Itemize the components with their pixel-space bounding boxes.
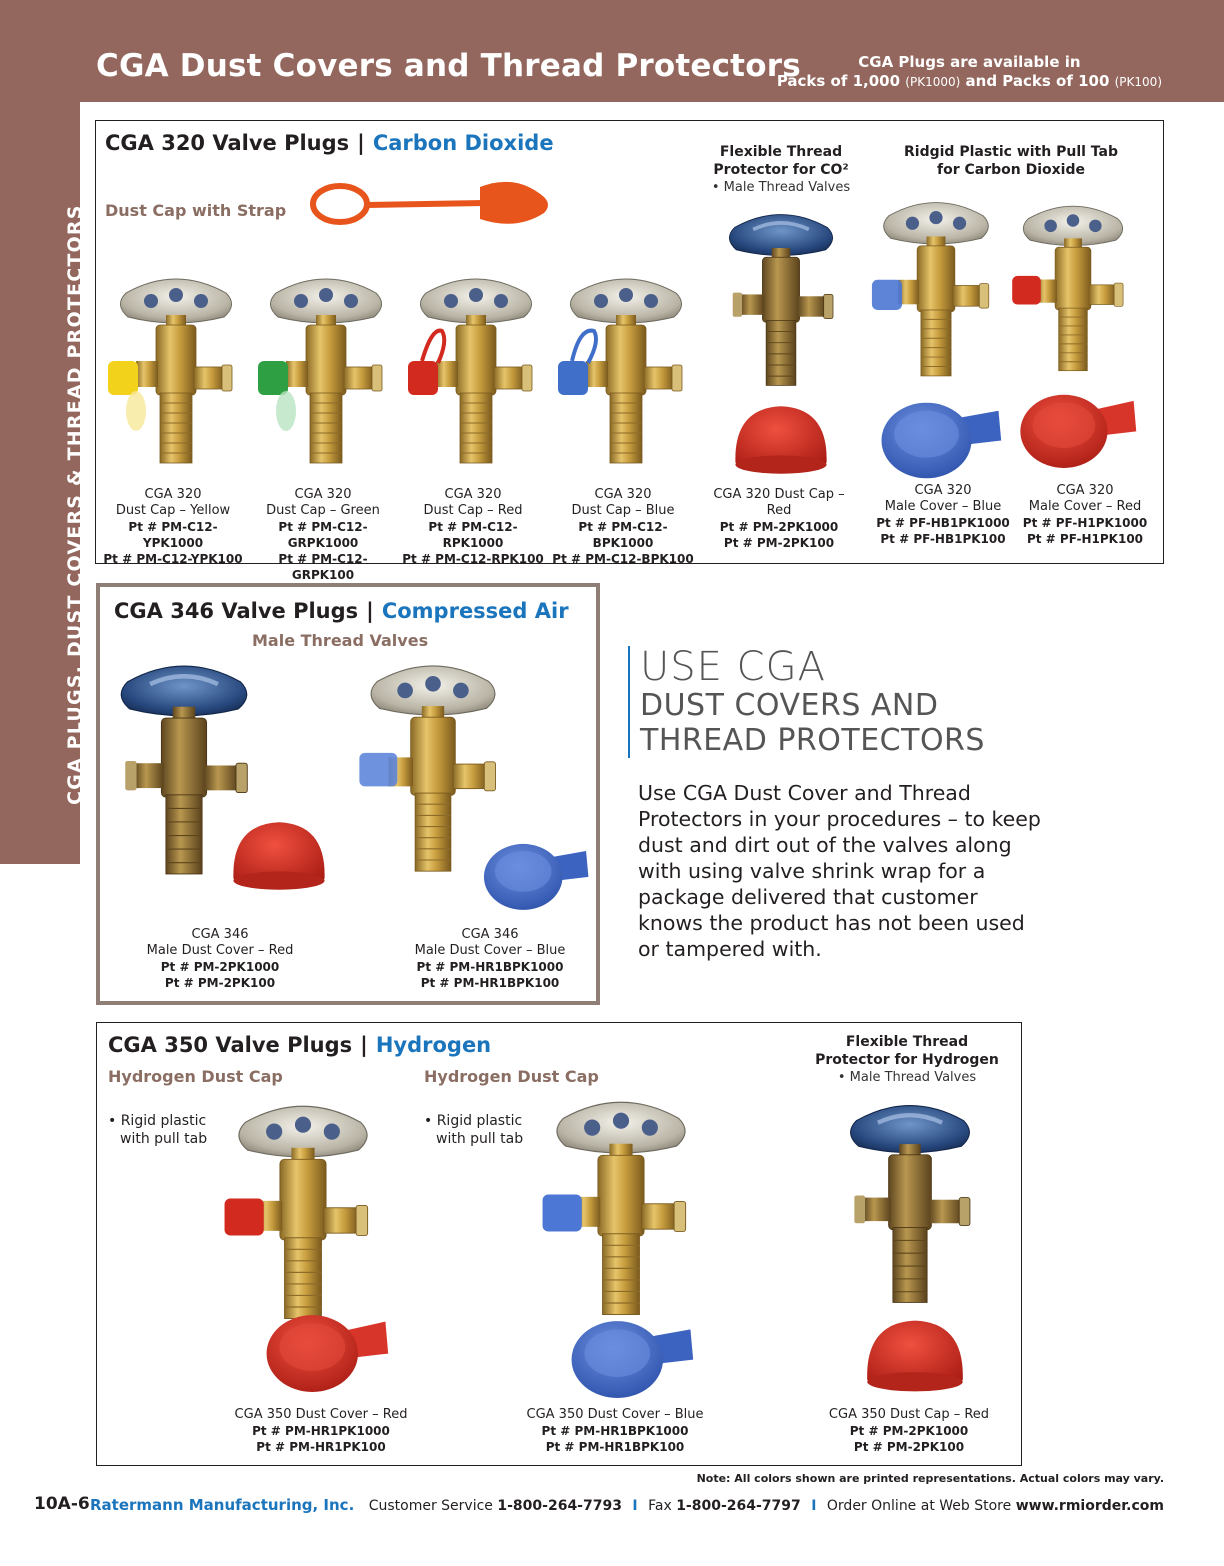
cga346-subtitle: Male Thread Valves [252,631,429,650]
cga320-sep: | [357,131,365,155]
co2-rigid-heading [886,143,1136,179]
bullet2-line2: with pull tab [436,1131,524,1147]
cga320-item-5 [706,487,852,551]
valve-green-cap-image [252,271,400,479]
item-line1: CGA 346 [461,927,519,942]
cga350-sub2: Hydrogen Dust Cap [424,1067,599,1086]
footer-sep-2: I [811,1498,817,1514]
dust-cap-strap-label: Dust Cap with Strap [105,201,287,220]
cga346-red-dome-cap-image [224,815,334,897]
cga320-item-2 [250,487,396,583]
side-tab-label: CGA PLUGS, DUST COVERS & THREAD PROTECTORS [64,204,86,805]
web-store-link[interactable]: www.rmiorder.com [1015,1498,1164,1514]
co2-flex-heading [696,143,866,197]
item-line1: CGA 350 Dust Cover – Red [234,1407,408,1422]
item-part1: Pt # PM-C12-BPK1000 [578,520,668,550]
cga350-section [96,1022,1022,1466]
item-line1: CGA 346 [191,927,249,942]
bullet1-line1: • Rigid plastic [108,1113,207,1129]
valve-yellow-cap-image [102,271,250,479]
item-line2: Red [766,503,792,518]
item-line2: Male Dust Cover – Blue [414,943,566,958]
promo-line2: DUST COVERS AND [640,688,939,723]
co2-red-tab-cover-image [1016,383,1138,471]
pack-note-pk100-code: (PK100) [1114,75,1162,89]
item-line1: CGA 320 [914,483,972,498]
item-part2: Pt # PF-HB1PK100 [880,532,1006,546]
item-part2: Pt # PM-HR1BPK100 [420,976,560,990]
customer-service-phone[interactable]: 1-800-264-7793 [497,1498,622,1514]
page-number: 10A-6 [34,1494,90,1514]
pack-note-pk1000: Packs of 1,000 [776,72,901,90]
valve-red-cap-image [402,271,550,479]
cga320-item-4 [550,487,696,567]
item-part1: Pt # PM-HR1BPK1000 [541,1424,689,1438]
item-line1: CGA 320 [144,487,202,502]
color-disclaimer: Note: All colors shown are printed representations. Actual colors may vary. [696,1472,1164,1485]
item-line2: Dust Cap – Blue [571,503,675,518]
item-part1: Pt # PM-2PK1000 [719,520,839,534]
cga320-heading [105,131,554,155]
order-online-label: Order Online at Web Store [826,1498,1012,1514]
cga350-item-3 [807,1407,1011,1455]
co2-rigid-head-2: for Carbon Dioxide [937,162,1085,178]
cga350-heading [108,1033,491,1057]
item-line1: CGA 320 [594,487,652,502]
cga320-title: CGA 320 Valve Plugs [105,131,350,155]
co2-flex-bullet: • Male Thread Valves [711,180,851,195]
cga350-item-2 [515,1407,715,1455]
cga350-blue-valve-image [533,1093,709,1333]
item-line2: Male Cover – Red [1028,499,1142,514]
cga320-gas: Carbon Dioxide [372,131,554,155]
co2-flex-head-2: Protector for CO² [713,162,849,178]
item-part1: Pt # PM-2PK1000 [160,960,280,974]
cga346-item-1 [120,927,320,991]
cga350-item-1 [221,1407,421,1455]
item-line2: Dust Cap – Green [266,503,380,518]
strap-cap-image [308,179,552,229]
item-line1: CGA 320 [1056,483,1114,498]
item-part2: Pt # PM-2PK100 [853,1440,965,1454]
cga346-blue-tab-cover-image [480,833,590,913]
h2-flex-valve-image [835,1097,985,1311]
cga320-item-7 [1012,483,1158,547]
item-part1: Pt # PM-HR1PK1000 [252,1424,390,1438]
co2-blue-tab-cover-image [876,391,1004,481]
promo-line1: USE CGA [640,644,826,690]
fax-number: 1-800-264-7797 [676,1498,801,1514]
bullet2-line1: • Rigid plastic [424,1113,523,1129]
cga346-title: CGA 346 Valve Plugs [114,599,359,623]
item-line1: CGA 320 [444,487,502,502]
cga346-section [96,583,600,1005]
cga346-heading [114,599,569,623]
item-part1: Pt # PM-HR1BPK1000 [416,960,564,974]
pack-note-line2 [777,72,1162,92]
item-part2: Pt # PM-C12-BPK100 [552,552,694,566]
item-line2: Dust Cap – Yellow [115,503,231,518]
fax-label: Fax [648,1498,672,1514]
item-line1: CGA 320 Dust Cap – [713,487,845,502]
valve-blue-cap-image [552,271,700,479]
item-part2: Pt # PM-C12-GRPK100 [278,552,368,582]
item-part2: Pt # PM-C12-RPK100 [402,552,544,566]
item-part1: Pt # PF-H1PK1000 [1022,516,1148,530]
h2-flex-heading [807,1033,1007,1087]
item-part1: Pt # PM-C12-YPK1000 [128,520,218,550]
cga346-gas: Compressed Air [381,599,569,623]
item-part2: Pt # PM-2PK100 [723,536,835,550]
footer-sep-1: I [632,1498,638,1514]
item-line1: CGA 350 Dust Cap – Red [828,1407,990,1422]
bullet1-line2: with pull tab [120,1131,208,1147]
item-line1: CGA 320 [294,487,352,502]
cga320-item-6 [870,483,1016,547]
item-part1: Pt # PM-C12-RPK1000 [428,520,518,550]
item-line2: Male Cover – Blue [884,499,1002,514]
pack-note-pk1000-code: (PK1000) [905,75,961,89]
cga346-item-2 [390,927,590,991]
item-part2: Pt # PM-HR1PK100 [256,1440,386,1454]
cga350-gas: Hydrogen [375,1033,492,1057]
cga350-bullet2 [424,1112,523,1148]
pack-note-line1: CGA Plugs are available in [858,53,1081,71]
cga350-bullet1 [108,1112,207,1148]
company-name: Ratermann Manufacturing, Inc. [90,1496,355,1514]
cga350-sub1: Hydrogen Dust Cap [108,1067,283,1086]
cga320-item-1 [100,487,246,567]
cga320-item-3 [400,487,546,567]
h2-red-dome-cap-image [857,1313,973,1399]
item-part2: Pt # PF-H1PK100 [1026,532,1144,546]
footer-contact-line [90,1496,1164,1514]
h2-flex-head-1: Flexible Thread [845,1034,969,1050]
page-header [0,0,1224,102]
page-title: CGA Dust Covers and Thread Protectors [96,48,801,84]
h2-flex-head-2: Protector for Hydrogen [815,1052,999,1068]
promo-line3: THREAD PROTECTORS [640,723,985,758]
item-line1: CGA 350 Dust Cover – Blue [526,1407,704,1422]
item-part2: Pt # PM-HR1BPK100 [545,1440,685,1454]
co2-flex-head-1: Flexible Thread [719,144,843,160]
item-part2: Pt # PM-2PK100 [164,976,276,990]
customer-service-label: Customer Service [368,1498,493,1514]
item-part1: Pt # PM-C12-GRPK1000 [278,520,368,550]
cga320-section [95,120,1164,582]
cga346-sep: | [366,599,374,623]
promo-heading [628,646,985,758]
cga350-title: CGA 350 Valve Plugs [108,1033,353,1057]
co2-red-dome-cap-image [726,399,836,481]
item-part1: Pt # PF-HB1PK1000 [876,516,1010,530]
page-footer [0,1494,1224,1520]
pack-note-and: and Packs of 100 [965,72,1110,90]
cga350-red-tab-cover-image [262,1301,390,1397]
item-line2: Dust Cap – Red [423,503,523,518]
item-line2: Male Dust Cover – Red [146,943,294,958]
co2-rigid-red-valve-image [1006,199,1140,385]
pack-availability-note [777,53,1162,92]
cga350-blue-tab-cover-image [567,1309,695,1401]
co2-rigid-head-1: Ridgid Plastic with Pull Tab [904,144,1118,160]
co2-flex-valve-image [716,207,846,393]
h2-flex-bullet: • Male Thread Valves [837,1070,977,1085]
co2-rigid-blue-valve-image [866,195,1006,391]
item-part1: Pt # PM-2PK1000 [849,1424,969,1438]
promo-body: Use CGA Dust Cover and Thread Protectors in your procedures – to keep dust and dirt out of the valves along with using valve shrink wrap for a package delivered that customer knows the product has not been used or tampered with. [638,781,1041,961]
item-part2: Pt # PM-C12-YPK100 [103,552,243,566]
cga350-sep: | [360,1033,368,1057]
